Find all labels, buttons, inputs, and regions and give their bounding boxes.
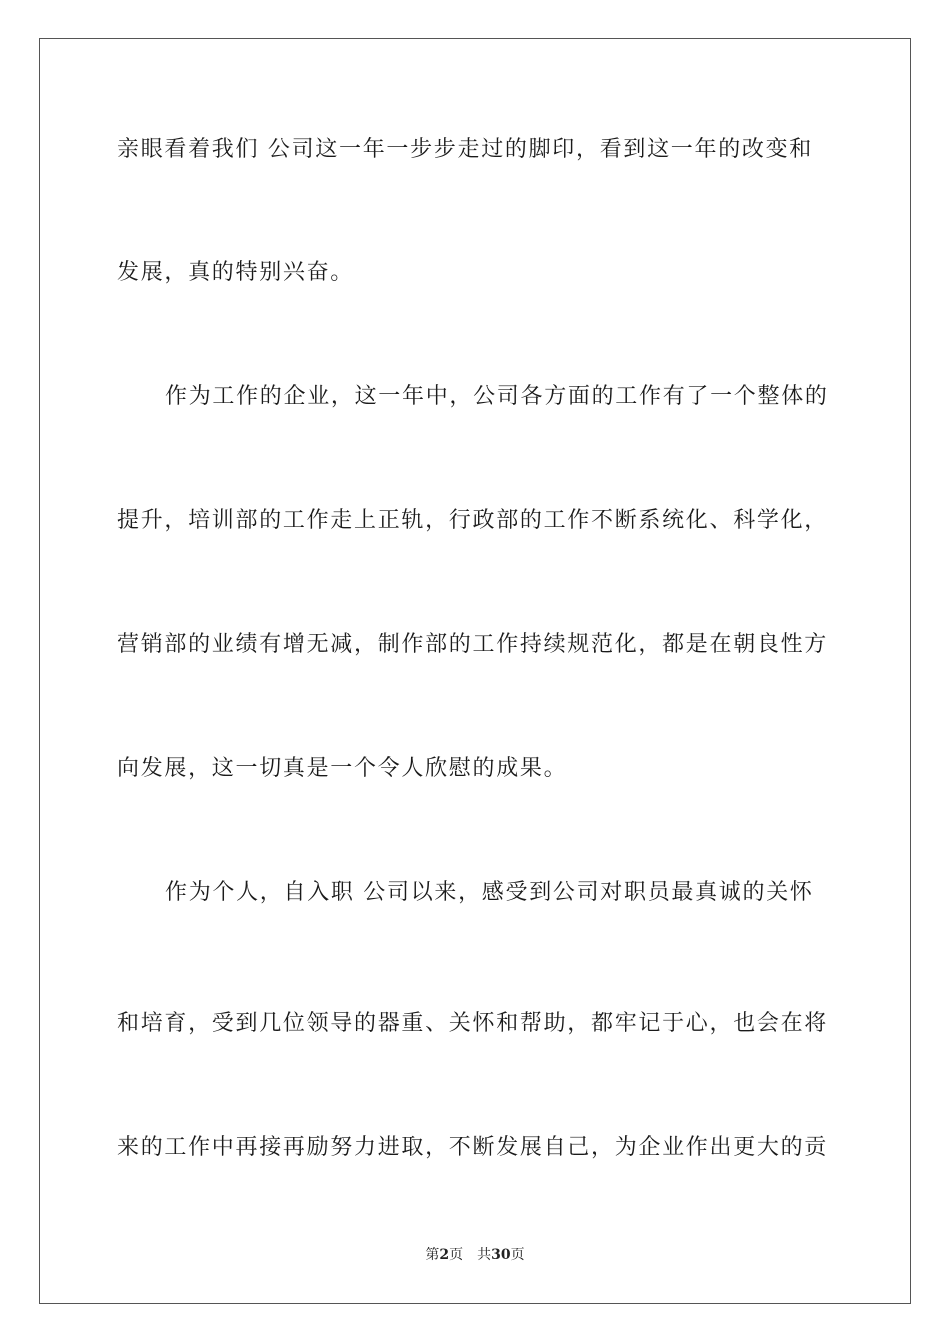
footer-total-suffix: 页	[510, 1247, 525, 1263]
footer-total-pages: 30	[491, 1247, 511, 1263]
text-line-4: 提升，培训部的工作走上正轨，行政部的工作不断系统化、科学化，	[117, 508, 829, 533]
text-line-5: 营销部的业绩有增无减，制作部的工作持续规范化，都是在朝良性方	[117, 632, 829, 657]
text-line-8: 和培育，受到几位领导的器重、关怀和帮助，都牢记于心，也会在将	[117, 1011, 829, 1036]
footer-page-prefix: 第	[425, 1247, 440, 1263]
footer-page-suffix: 页	[449, 1247, 464, 1263]
text-line-7: 作为个人，自入职 公司以来，感受到公司对职员最真诚的关怀	[165, 880, 814, 905]
text-line-3: 作为工作的企业，这一年中，公司各方面的工作有了一个整体的	[165, 384, 829, 409]
text-line-9: 来的工作中再接再励努力进取，不断发展自己，为企业作出更大的贡	[117, 1135, 829, 1160]
page-border	[39, 38, 911, 1304]
text-line-6: 向发展，这一切真是一个令人欣慰的成果。	[117, 756, 568, 781]
text-line-1: 亲眼看着我们 公司这一年一步步走过的脚印，看到这一年的改变和	[117, 137, 813, 162]
text-line-2: 发展，真的特别兴奋。	[117, 260, 355, 285]
page-footer	[0, 1246, 950, 1264]
footer-total-prefix: 共	[477, 1247, 492, 1263]
footer-current-page: 2	[439, 1247, 450, 1263]
